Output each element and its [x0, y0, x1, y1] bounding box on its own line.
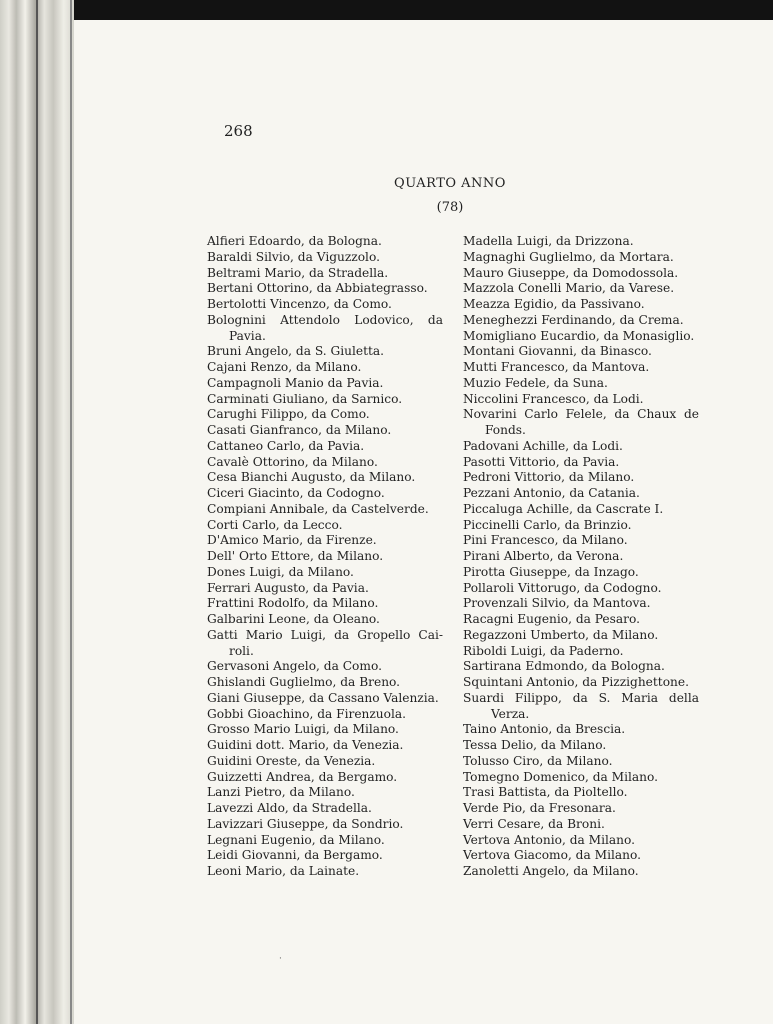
list-item: Lanzi Pietro, da Milano.: [207, 785, 355, 800]
list-item: Carminati Giuliano, da Sarnico.: [207, 391, 403, 406]
list-item: Corti Carlo, da Lecco.: [207, 517, 343, 532]
list-item: Gobbi Gioachino, da Firenzuola.: [207, 706, 407, 721]
page-number: 268: [224, 122, 253, 140]
list-item: Cavalè Ottorino, da Milano.: [207, 454, 378, 469]
list-item: Ghislandi Guglielmo, da Breno.: [207, 675, 401, 689]
list-item-continuation: roli.: [229, 643, 254, 658]
list-item: Alfieri Edoardo, da Bologna.: [207, 234, 382, 248]
list-item: Mutti Francesco, da Mantova.: [463, 360, 650, 374]
list-item: Lavizzari Giuseppe, da Sondrio.: [207, 816, 404, 831]
list-item: Dell' Orto Ettore, da Milano.: [207, 549, 384, 563]
list-item: Magnaghi Guglielmo, da Mortara.: [463, 249, 674, 264]
list-item: Gatti Mario Luigi, da Gropello Cai-: [207, 627, 443, 642]
list-item: Pezzani Antonio, da Catania.: [463, 486, 640, 500]
list-item: Montani Giovanni, da Binasco.: [463, 344, 652, 359]
list-item: Madella Luigi, da Drizzona.: [463, 234, 634, 248]
list-item: Bertolotti Vincenzo, da Como.: [207, 297, 392, 311]
list-item: Vertova Giacomo, da Milano.: [463, 848, 642, 863]
list-item: Guidini Oreste, da Venezia.: [207, 753, 376, 768]
list-item-continuation: Verza.: [491, 706, 530, 721]
list-item: Momigliano Eucardio, da Monasiglio.: [463, 328, 695, 343]
list-item: Grosso Mario Luigi, da Milano.: [207, 722, 399, 737]
list-item: Pollaroli Vittorugo, da Codogno.: [463, 580, 662, 595]
list-item: Riboldi Luigi, da Paderno.: [463, 643, 624, 658]
list-item: D'Amico Mario, da Firenze.: [207, 533, 377, 548]
list-item-continuation: Pavia.: [229, 328, 266, 343]
list-item: Cajani Renzo, da Milano.: [207, 360, 362, 374]
list-item: Regazzoni Umberto, da Milano.: [463, 627, 659, 642]
list-item: Beltrami Mario, da Stradella.: [207, 265, 389, 280]
right-name-list: [463, 234, 699, 880]
list-item: Verri Cesare, da Broni.: [463, 816, 605, 831]
list-item: Pini Francesco, da Milano.: [463, 533, 628, 548]
list-item: Pirani Alberto, da Verona.: [463, 549, 624, 563]
list-item: Legnani Eugenio, da Milano.: [207, 832, 385, 847]
list-item: Pedroni Vittorio, da Milano.: [463, 470, 635, 485]
list-item: Piccaluga Achille, da Cascrate I.: [463, 501, 664, 516]
list-item: Bertani Ottorino, da Abbiategrasso.: [207, 281, 428, 296]
list-item-continuation: Fonds.: [485, 423, 526, 437]
list-item: Frattini Rodolfo, da Milano.: [207, 596, 379, 611]
student-count: (78): [436, 200, 464, 215]
list-item: Gervasoni Angelo, da Como.: [207, 659, 382, 674]
list-item: Verde Pio, da Fresonara.: [463, 801, 616, 815]
spine-edge-line: [70, 0, 72, 1024]
list-item: Pasotti Vittorio, da Pavia.: [463, 454, 620, 469]
book-spine: [0, 0, 74, 1024]
list-item: Baraldi Silvio, da Viguzzolo.: [207, 249, 380, 264]
list-item: Guidini dott. Mario, da Venezia.: [207, 738, 404, 752]
list-item: Zanoletti Angelo, da Milano.: [463, 864, 639, 878]
list-item: Mauro Giuseppe, da Domodossola.: [463, 265, 679, 280]
list-item: Bolognini Attendolo Lodovico, da: [207, 312, 443, 327]
list-item: Campagnoli Manio da Pavia.: [207, 375, 384, 390]
list-item: Muzio Fedele, da Suna.: [463, 375, 608, 390]
list-item: Piccinelli Carlo, da Brinzio.: [463, 517, 632, 532]
list-item: Ferrari Augusto, da Pavia.: [207, 580, 369, 595]
list-item: Bruni Angelo, da S. Giuletta.: [207, 344, 385, 359]
list-item: Squintani Antonio, da Pizzighettone.: [463, 675, 689, 689]
list-item: Cattaneo Carlo, da Pavia.: [207, 438, 365, 453]
list-item: Vertova Antonio, da Milano.: [463, 832, 636, 847]
list-item: Tomegno Domenico, da Milano.: [463, 769, 659, 784]
list-item: Ciceri Giacinto, da Codogno.: [207, 486, 385, 500]
list-item: Meazza Egidio, da Passivano.: [463, 297, 645, 311]
list-item: Leoni Mario, da Lainate.: [207, 864, 360, 878]
section-title: QUARTO ANNO: [394, 176, 506, 191]
list-item: Casati Gianfranco, da Milano.: [207, 423, 392, 437]
list-item: Padovani Achille, da Lodi.: [463, 438, 623, 453]
list-item: Trasi Battista, da Pioltello.: [463, 785, 628, 800]
list-item: Taino Antonio, da Brescia.: [463, 722, 626, 737]
list-item: Novarini Carlo Felele, da Chaux de: [463, 407, 699, 422]
list-item: Niccolini Francesco, da Lodi.: [463, 391, 644, 406]
list-item: Racagni Eugenio, da Pesaro.: [463, 612, 640, 626]
list-item: Sartirana Edmondo, da Bologna.: [463, 659, 665, 674]
list-item: Leidi Giovanni, da Bergamo.: [207, 848, 383, 863]
ink-speck: ·: [279, 954, 282, 964]
list-item: Tessa Delio, da Milano.: [463, 738, 607, 752]
list-item: Carughi Filippo, da Como.: [207, 407, 370, 422]
list-item: Compiani Annibale, da Castelverde.: [207, 501, 429, 516]
list-item: Guizzetti Andrea, da Bergamo.: [207, 769, 398, 784]
left-name-list: [207, 234, 443, 880]
list-item: Galbarini Leone, da Oleano.: [207, 612, 380, 626]
list-item: Provenzali Silvio, da Mantova.: [463, 596, 651, 611]
list-item: Meneghezzi Ferdinando, da Crema.: [463, 312, 684, 327]
list-item: Dones Luigi, da Milano.: [207, 564, 354, 579]
list-item: Lavezzi Aldo, da Stradella.: [207, 801, 372, 815]
list-item: Tolusso Ciro, da Milano.: [463, 753, 613, 768]
scan-top-border: [0, 0, 773, 20]
spine-fold-line: [36, 0, 38, 1024]
list-item: Suardi Filippo, da S. Maria della: [463, 690, 699, 705]
list-item: Cesa Bianchi Augusto, da Milano.: [207, 470, 416, 485]
list-item: Pirotta Giuseppe, da Inzago.: [463, 564, 639, 579]
list-item: Giani Giuseppe, da Cassano Valenzia.: [207, 690, 439, 705]
list-item: Mazzola Conelli Mario, da Varese.: [463, 281, 675, 296]
